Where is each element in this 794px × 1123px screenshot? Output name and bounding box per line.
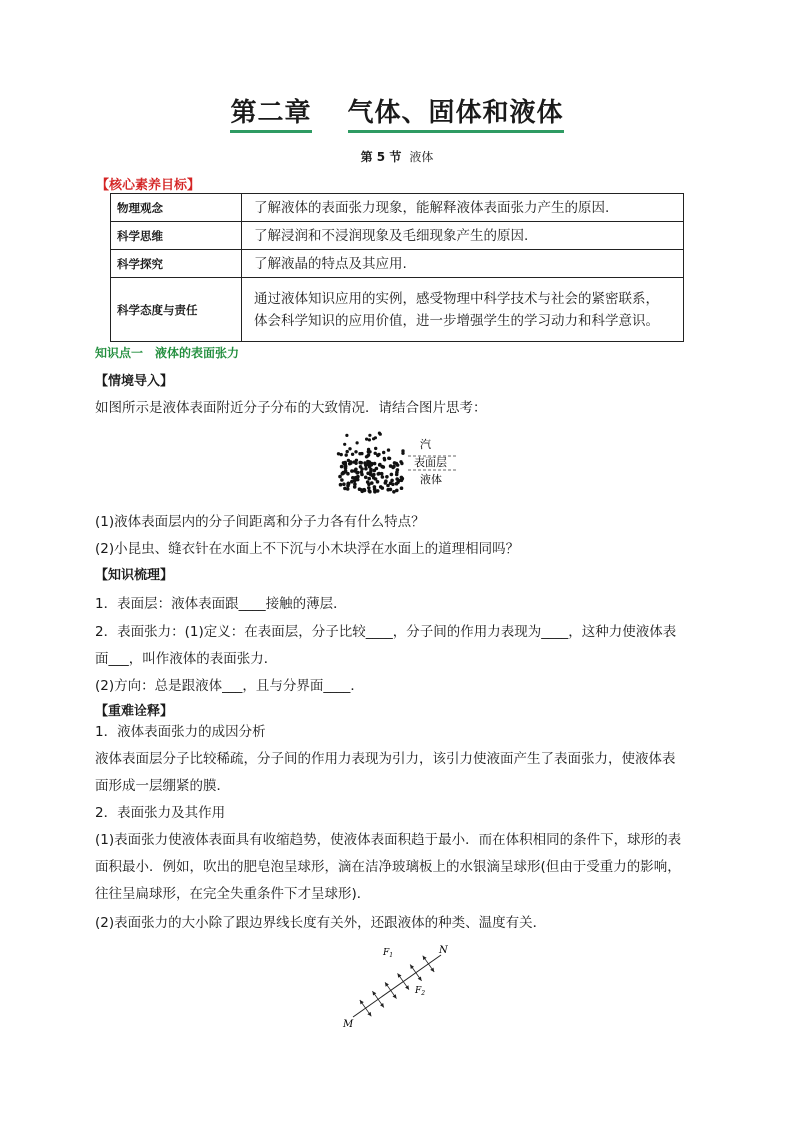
molecule-dots — [337, 432, 405, 494]
molecule-dot — [391, 466, 395, 470]
molecule-dot — [367, 477, 371, 481]
review-line-4: (2)方向：总是跟液体___，且与分界面____． — [95, 678, 364, 694]
molecule-dot — [391, 483, 395, 487]
molecule-dot — [369, 470, 373, 474]
intro-text: 如图所示是液体表面附近分子分布的大致情况．请结合图片思考： — [95, 400, 487, 416]
goal-value: 了解液晶的特点及其应用. — [242, 250, 684, 278]
molecule-dot — [344, 469, 348, 473]
force-arrow-head — [372, 991, 376, 995]
force-arrow-head — [418, 977, 422, 981]
intro-header: 【情境导入】 — [95, 374, 174, 389]
chapter-title — [0, 92, 794, 129]
molecule-dot — [358, 452, 361, 455]
molecule-dot — [353, 482, 357, 486]
label-m: M — [343, 1019, 354, 1030]
molecule-dot — [354, 462, 357, 465]
label-f1 — [382, 948, 393, 959]
molecule-dot — [372, 476, 376, 480]
molecule-dot — [340, 465, 344, 469]
review-line-2: 2．表面张力：(1)定义：在表面层，分子比较____，分子间的作用力表现为____，这种力使液体表 — [95, 624, 677, 640]
molecule-dot — [350, 469, 354, 473]
section-number: 第 5 节 — [360, 150, 402, 164]
liquid-label: 液体 — [420, 473, 442, 486]
label-f1-f: F — [383, 948, 390, 958]
molecule-dot — [354, 450, 357, 453]
molecule-dot — [367, 448, 370, 451]
core-goals-header: 【核心素养目标】 — [96, 178, 201, 193]
molecule-dot — [376, 480, 380, 484]
review-header: 【知识梳理】 — [95, 568, 174, 583]
explain-line-8: (2)表面张力的大小除了跟边界线长度有关外，还跟液体的种类、温度有关． — [95, 915, 547, 931]
force-arrow-head — [405, 985, 409, 989]
molecule-dot — [346, 487, 350, 491]
molecule-dot — [368, 438, 371, 441]
molecule-dot — [400, 479, 404, 483]
molecule-dot — [360, 470, 364, 474]
label-f2-sub: 2 — [421, 990, 426, 997]
vapor-label: 汽 — [420, 438, 431, 451]
molecule-dot — [387, 448, 390, 451]
explain-line-7: 往往呈扁球形，在完全失重条件下才呈球形)． — [95, 886, 371, 902]
molecule-dot — [372, 437, 375, 440]
force-arrow-head — [367, 1012, 371, 1016]
label-f2-f: F — [415, 986, 422, 996]
molecule-dot — [359, 461, 363, 465]
molecule-dot — [364, 476, 368, 480]
goal-row — [111, 250, 684, 278]
molecule-dot — [365, 438, 368, 441]
label-n: N — [439, 945, 448, 956]
molecule-dot — [381, 475, 385, 479]
molecule-dot — [399, 460, 402, 463]
explain-line-4: 2．表面张力及其作用 — [95, 805, 226, 821]
knowledge-point-title: 知识点一 液体的表面张力 — [95, 346, 240, 360]
molecule-dot — [354, 468, 358, 472]
surface-tension-figure — [335, 935, 465, 1030]
goal-key: 科学探究 — [111, 250, 242, 278]
molecule-dot — [367, 453, 370, 456]
molecule-dot — [386, 488, 390, 492]
force-arrow-head — [423, 956, 427, 960]
molecule-dot — [374, 447, 377, 450]
molecule-dot — [395, 482, 399, 486]
molecule-dot — [368, 434, 371, 437]
molecule-dot — [375, 467, 379, 471]
molecule-dot — [376, 454, 379, 457]
molecule-dot — [354, 476, 358, 480]
molecule-dot — [348, 447, 351, 450]
molecule-dot — [370, 481, 374, 485]
molecule-dot — [368, 460, 372, 464]
goal-value: 了解浸润和不浸润现象及毛细现象产生的原因. — [242, 222, 684, 250]
force-arrow-head — [398, 973, 402, 977]
molecule-dot — [379, 433, 382, 436]
molecule-dot — [355, 459, 358, 462]
molecule-dot — [337, 452, 340, 455]
molecule-dot — [383, 458, 386, 461]
force-arrow-head — [430, 968, 434, 972]
molecule-dot — [378, 463, 382, 467]
molecule-dot — [340, 478, 344, 482]
molecule-dot — [351, 453, 354, 456]
explain-line-6: 面积最小．例如，吹出的肥皂泡呈球形，滴在洁净玻璃板上的水银滴呈球形(但由于受重力的影响， — [95, 859, 681, 875]
molecule-dot — [366, 480, 370, 484]
molecule-dot — [393, 461, 397, 465]
molecule-dot — [359, 465, 363, 469]
molecule-dot — [338, 475, 342, 479]
molecule-dot — [382, 451, 385, 454]
molecule-dot — [356, 441, 359, 444]
force-arrow-head — [385, 982, 389, 986]
molecule-dot — [367, 486, 371, 490]
molecule-dot — [385, 475, 389, 479]
force-arrow-head — [380, 1003, 384, 1008]
label-f1-sub: 1 — [389, 952, 394, 959]
goal-key: 物理观念 — [111, 194, 242, 222]
review-line-1: 1．表面层：液体表面跟____接触的薄层． — [95, 596, 347, 612]
core-goals-table — [110, 193, 684, 342]
chapter-number: 第二章 — [230, 98, 311, 133]
molecule-dot — [376, 489, 380, 493]
molecule-dot — [401, 452, 404, 455]
molecule-dot — [363, 461, 367, 465]
molecule-dot — [345, 453, 348, 456]
molecule-dot — [368, 490, 372, 494]
goal-key: 科学思维 — [111, 222, 242, 250]
goal-value: 了解液体的表面张力现象，能解释液体表面张力产生的原因. — [242, 194, 684, 222]
molecule-dot — [356, 471, 360, 475]
molecule-dot — [364, 467, 368, 471]
molecule-distribution-figure — [330, 428, 470, 498]
molecule-dot — [344, 464, 348, 468]
explain-header: 【重难诠释】 — [95, 704, 174, 719]
explain-line-3: 面形成一层绷紧的膜． — [95, 778, 230, 794]
molecule-dot — [387, 457, 390, 460]
section-title — [0, 148, 794, 165]
goal-row — [111, 194, 684, 222]
molecule-dot — [347, 482, 351, 486]
force-arrow-head — [410, 965, 414, 970]
molecule-dot — [395, 471, 399, 475]
review-line-3: 面___，叫作液体的表面张力． — [95, 651, 278, 667]
molecule-dot — [392, 490, 396, 494]
label-f2 — [414, 986, 425, 997]
molecule-dot — [373, 462, 377, 466]
molecule-dot — [360, 490, 364, 494]
molecule-dot — [390, 479, 394, 483]
molecule-dot — [343, 443, 346, 446]
question-2: (2)小昆虫、缝衣针在水面上不下沉与小木块浮在水面上的道理相同吗？ — [95, 541, 520, 557]
boundary-line — [353, 955, 441, 1017]
molecule-dot — [400, 486, 404, 490]
molecule-dot — [384, 479, 388, 483]
molecule-dot — [379, 485, 383, 489]
goal-row — [111, 278, 684, 342]
molecule-dot — [382, 465, 386, 469]
molecule-dot — [349, 460, 353, 464]
surface-layer-label: 表面层 — [414, 456, 447, 469]
molecule-dot — [346, 450, 349, 453]
chapter-name: 气体、固体和液体 — [348, 98, 564, 133]
explain-line-5: (1)表面张力使液体表面具有收缩趋势，使液体表面积趋于最小．而在体积相同的条件下，球形的表 — [95, 832, 682, 848]
molecule-dot — [377, 472, 381, 476]
molecule-dot — [339, 483, 343, 487]
force-arrow-head — [360, 1000, 364, 1004]
molecule-dot — [342, 482, 346, 486]
goal-row — [111, 222, 684, 250]
goal-key: 科学态度与责任 — [111, 278, 242, 342]
explain-line-1: 1．液体表面张力的成因分析 — [95, 724, 266, 740]
question-1: (1)液体表面层内的分子间距离和分子力各有什么特点？ — [95, 514, 425, 530]
section-name: 液体 — [409, 150, 434, 164]
goal-value: 通过液体知识应用的实例，感受物理中科学技术与社会的紧密联系，体会科学知识的应用价值，进一步增强学生的学习动力和科学意识。 — [242, 278, 684, 342]
explain-line-2: 液体表面层分子比较稀疏，分子间的作用力表现为引力，该引力使液面产生了表面张力，使液体表 — [95, 751, 676, 767]
molecule-dot — [396, 463, 400, 467]
molecule-dot — [390, 473, 394, 477]
molecule-dot — [345, 434, 348, 437]
force-arrow-head — [393, 994, 397, 998]
